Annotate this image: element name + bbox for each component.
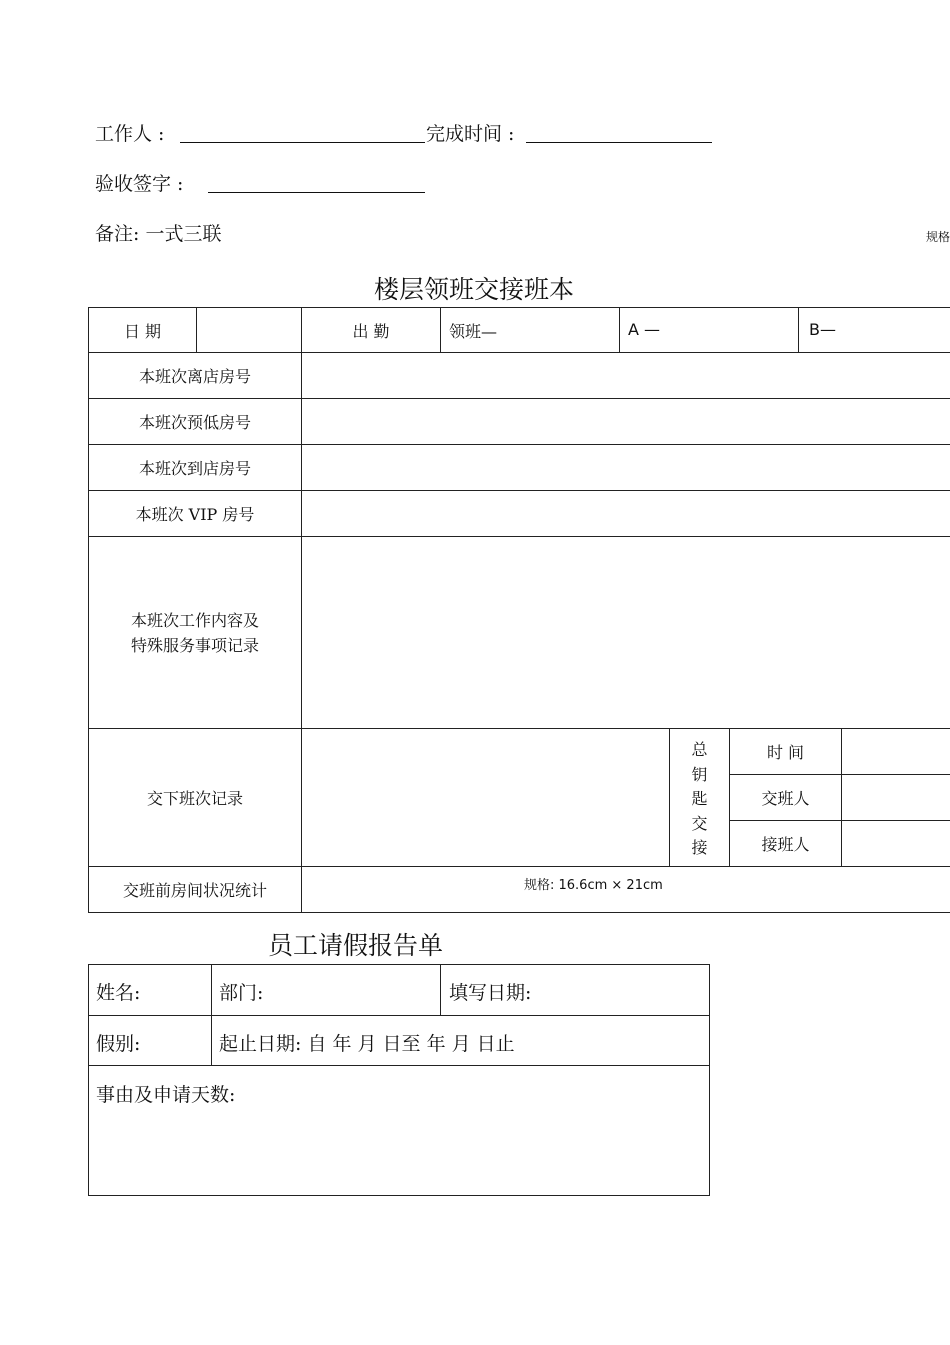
date-value-cell[interactable] <box>196 307 302 353</box>
room-stats-label: 交班前房间状况统计 <box>122 881 267 900</box>
handover-title: 楼层领班交接班本 <box>374 275 575 304</box>
row-label-cell <box>88 444 302 491</box>
spec-corner-text: 规格 <box>926 230 950 244</box>
master-key-char: 匙 <box>691 789 708 808</box>
leave-form-title: 员工请假报告单 <box>268 931 444 960</box>
receiver-person-label-cell <box>729 820 842 867</box>
shift-record-value[interactable] <box>301 728 670 867</box>
handover-person-value[interactable] <box>841 774 950 821</box>
receiver-person-value[interactable] <box>841 820 950 867</box>
b-label: B— <box>809 320 836 339</box>
row-label-cell <box>88 352 302 399</box>
period-cell[interactable] <box>211 1015 710 1066</box>
reserved-rooms-value[interactable] <box>301 398 950 445</box>
handover-person-label-cell <box>729 774 842 821</box>
room-stats-label-cell <box>88 866 302 913</box>
shift-record-label: 交下班次记录 <box>146 789 243 808</box>
remark-text: 备注: 一式三联 <box>95 223 222 245</box>
master-key-char: 交 <box>691 813 708 833</box>
master-key-char: 总 <box>691 740 708 759</box>
vip-rooms-value[interactable] <box>301 490 950 537</box>
leader-cell[interactable] <box>440 307 620 353</box>
finish-time-line[interactable] <box>526 142 712 143</box>
handover-person-label: 交班人 <box>761 789 810 808</box>
fill-date-label: 填写日期: <box>449 982 532 1004</box>
reserved-rooms-label: 本班次预低房号 <box>138 413 251 432</box>
a-label: A — <box>628 320 661 339</box>
acceptance-label: 验收签字 : <box>95 173 184 195</box>
worker-label: 工作人 : <box>95 123 165 145</box>
receiver-person-label: 接班人 <box>761 835 810 854</box>
work-content-label-line1: 本班次工作内容及 <box>130 610 259 630</box>
reason-label: 事由及申请天数: <box>96 1084 236 1106</box>
date-label-cell <box>88 307 197 353</box>
work-content-label-line2: 特殊服务事项记录 <box>130 635 259 655</box>
b-cell[interactable] <box>798 307 950 353</box>
name-label: 姓名: <box>96 982 141 1004</box>
date-label: 日 期 <box>123 321 162 341</box>
attendance-label-cell <box>301 307 441 353</box>
room-stats-value[interactable] <box>301 866 950 913</box>
a-cell[interactable] <box>619 307 799 353</box>
arrival-rooms-value[interactable] <box>301 444 950 491</box>
spec-note: 规格: 16.6cm × 21cm <box>524 878 663 893</box>
shift-record-label-cell <box>88 728 302 867</box>
type-label: 假别: <box>96 1033 141 1055</box>
departure-rooms-label: 本班次离店房号 <box>138 367 251 386</box>
dept-label: 部门: <box>219 982 264 1004</box>
type-cell[interactable] <box>88 1015 212 1066</box>
leader-label: 领班— <box>449 322 498 341</box>
reason-cell[interactable] <box>88 1065 710 1196</box>
master-key-char: 接 <box>691 838 708 857</box>
work-content-label-cell <box>88 536 302 729</box>
worker-signature-line[interactable] <box>180 142 425 143</box>
arrival-rooms-label: 本班次到店房号 <box>138 459 251 478</box>
acceptance-signature-line[interactable] <box>208 192 425 193</box>
attendance-label: 出 勤 <box>352 321 390 341</box>
period-label: 起止日期: 自 年 月 日至 年 月 日止 <box>219 1033 515 1055</box>
name-cell[interactable] <box>88 964 212 1016</box>
row-label-cell <box>88 490 302 537</box>
fill-date-cell[interactable] <box>440 964 710 1016</box>
time-value[interactable] <box>841 728 950 775</box>
vip-rooms-label: 本班次 VIP 房号 <box>135 505 255 524</box>
time-label: 时 间 <box>766 743 805 762</box>
dept-cell[interactable] <box>211 964 441 1016</box>
master-key-char: 钥 <box>691 764 708 784</box>
work-content-value[interactable] <box>301 536 950 729</box>
master-key-cell <box>669 728 730 867</box>
time-label-cell <box>729 728 842 775</box>
departure-rooms-value[interactable] <box>301 352 950 399</box>
row-label-cell <box>88 398 302 445</box>
finish-time-label: 完成时间 : <box>426 123 515 145</box>
